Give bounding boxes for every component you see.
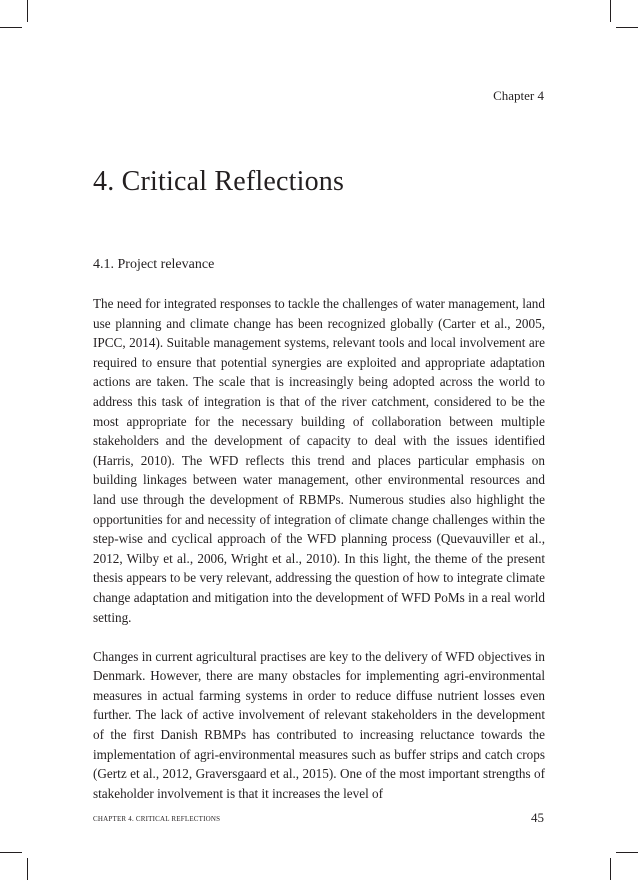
section-title: 4.1. Project relevance [93, 257, 215, 272]
page-number: 45 [531, 810, 544, 825]
paragraph: The need for integrated responses to tackle the challenges of water management, land use planning and climate change has been recognized globally (Carter et al., 2005, IPCC, 2014). Suitable management systems, relevant tools and local involvement are required to ensure that potential synergies are exploited and appropriate adaptation actions are taken. The scale that is increasingly being adopted across the world to address this task of integration is that of the river catchment, considered to be the most appropriate for the necessary building of collaboration between multiple stakeholders and the development of capacity to deal with the issues identified (Harris, 2010). The WFD reflects this trend and places particular emphasis on building linkages between water management, other environmental resources and land use through the development of RBMPs. Numerous studies also highlight the opportunities for and necessity of integration of climate change challenges within the step-wise and cyclical approach of the WFD planning process (Quevauviller et al., 2012, Wilby et al., 2006, Wright et al., 2010). In this light, the theme of the present thesis appears to be very relevant, addressing the question of how to integrate climate change adaptation and mitigation into the development of WFD PoMs in a real world setting. [93, 296, 545, 625]
crop-mark [610, 858, 611, 880]
paragraph: Changes in current agricultural practises are key to the delivery of WFD objectives in Denmark. However, there are many obstacles for implementing agri-environmental measures in actual farming systems in order to reduce diffuse nutrient losses even further. The lack of active involvement of relevant stakeholders in the development of the first Danish RBMPs has contributed to increasing reluctance towards the implementation of agri-environmental measures such as buffer strips and catch crops (Gertz et al., 2012, Graversgaard et al., 2015). One of the most important strengths of stakeholder involvement is that it increases the level of [93, 648, 545, 801]
crop-mark [616, 27, 638, 28]
footer-chapter-label: CHAPTER 4. CRITICAL REFLECTIONS [93, 815, 221, 823]
chapter-title: 4. Critical Reflections [93, 166, 345, 197]
crop-mark [610, 0, 611, 22]
crop-mark [0, 852, 22, 853]
body-text [93, 294, 545, 823]
crop-mark [616, 852, 638, 853]
crop-mark [27, 858, 28, 880]
crop-mark [0, 27, 22, 28]
running-head: Chapter 4 [493, 88, 544, 103]
crop-mark [27, 0, 28, 22]
